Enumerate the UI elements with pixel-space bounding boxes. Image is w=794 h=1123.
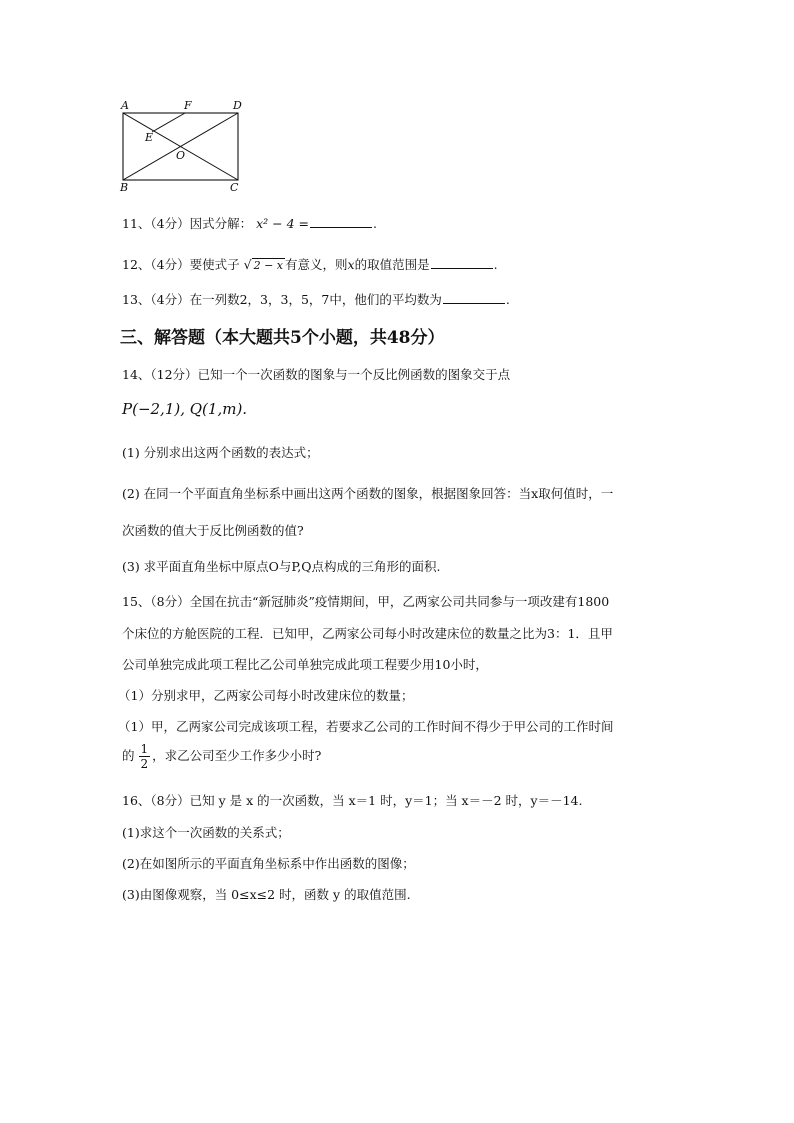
- q11-text: 因式分解：: [189, 216, 253, 231]
- q11-number: 11、: [122, 216, 151, 231]
- q16-part1: (1)求这个一次函数的关系式；: [122, 825, 290, 840]
- q16-part2: (2)在如图所示的平面直角坐标系中作出函数的图像；: [122, 856, 415, 871]
- q11-score: （4分）: [150, 216, 190, 231]
- segment-fe: [152, 113, 185, 132]
- q13-answer-blank[interactable]: [443, 291, 505, 304]
- sqrt-sign: √: [243, 257, 252, 272]
- label-d: D: [233, 99, 242, 112]
- q12-text1: 要使式子: [189, 257, 240, 272]
- q15-line2: 个床位的方舱医院的工程．已知甲，乙两家公司每小时改建床位的数量之比为3：1．且甲: [122, 626, 613, 641]
- q14-part2-line2: 次函数的值大于反比例函数的值?: [122, 523, 304, 538]
- q15-pre: 的: [122, 748, 135, 763]
- question-11: [122, 214, 377, 232]
- label-o: O: [176, 149, 186, 162]
- question-14: [122, 365, 510, 383]
- q15-score: （8分）: [150, 594, 190, 609]
- q11-end: .: [373, 216, 377, 231]
- q15-part1: （1）分别求甲，乙两家公司每小时改建床位的数量；: [118, 688, 414, 703]
- q13-number: 13、: [122, 292, 151, 307]
- q15-line1: 全国在抗击“新冠肺炎”疫情期间，甲，乙两家公司共同参与一项改建有1800: [189, 594, 610, 609]
- q12-number: 12、: [122, 257, 151, 272]
- section-heading: 三、解答题（本大题共5个小题，共48分）: [120, 328, 445, 348]
- fraction-numerator: 1: [140, 742, 149, 756]
- q16-score: （8分）: [150, 793, 190, 808]
- q11-answer-blank[interactable]: [310, 215, 372, 228]
- q15-part2-line1: （1）甲，乙两家公司完成该项工程，若要求乙公司的工作时间不得少于甲公司的工作时间: [118, 719, 614, 734]
- q15-line3: 公司单独完成此项工程比乙公司单独完成此项工程要少用10小时，: [122, 657, 488, 672]
- question-16: [122, 791, 582, 809]
- question-12: [122, 255, 498, 273]
- label-b: B: [120, 181, 129, 194]
- q14-part2-line1: (2) 在同一个平面直角坐标系中画出这两个函数的图象，根据图象回答：当x取何值时，一: [122, 486, 614, 501]
- q14-part1: (1) 分别求出这两个函数的表达式；: [122, 445, 319, 460]
- q13-score: （4分）: [150, 292, 190, 307]
- rectangle-figure: [112, 96, 252, 196]
- q15-part2-line2: [122, 742, 321, 771]
- q12-text2: 有意义，则: [285, 257, 348, 272]
- q13-end: .: [505, 292, 510, 307]
- fraction-one-half: [139, 742, 151, 771]
- q14-score: （12分）: [150, 367, 198, 382]
- label-e: E: [145, 131, 154, 144]
- label-a: A: [121, 99, 129, 112]
- q12-score: （4分）: [150, 257, 190, 272]
- q12-text3: 的取值范围是: [354, 257, 430, 272]
- q12-answer-blank[interactable]: [431, 256, 493, 269]
- q12-var: x: [347, 257, 355, 272]
- q16-number: 16、: [122, 793, 151, 808]
- q13-text: 在一列数2，3，3，5，7中，他们的平均数为: [189, 292, 442, 307]
- q14-points: P(−2,1), Q(1,m).: [122, 400, 248, 418]
- q12-radicand: 2 − x: [253, 259, 283, 272]
- q15-post: ，求乙公司至少工作多少小时?: [152, 748, 322, 763]
- q11-expression: x² − 4 =: [256, 216, 309, 231]
- q14-number: 14、: [122, 367, 151, 382]
- question-15: [122, 592, 609, 610]
- q12-end: .: [493, 257, 498, 272]
- q16-text: 已知 y 是 x 的一次函数，当 x＝1 时，y＝1；当 x＝－2 时，y＝－14.: [189, 793, 583, 808]
- q14-part3: (3) 求平面直角坐标中原点O与P,Q点构成的三角形的面积.: [122, 559, 441, 574]
- label-f: F: [184, 99, 192, 112]
- q16-part3: (3)由图像观察，当 0≤x≤2 时，函数 y 的取值范围.: [122, 887, 411, 902]
- fraction-denominator: 2: [140, 757, 149, 771]
- q14-text: 已知一个一次函数的图象与一个反比例函数的图象交于点: [197, 367, 511, 382]
- q15-number: 15、: [122, 594, 151, 609]
- question-13: [122, 290, 510, 308]
- label-c: C: [230, 181, 239, 194]
